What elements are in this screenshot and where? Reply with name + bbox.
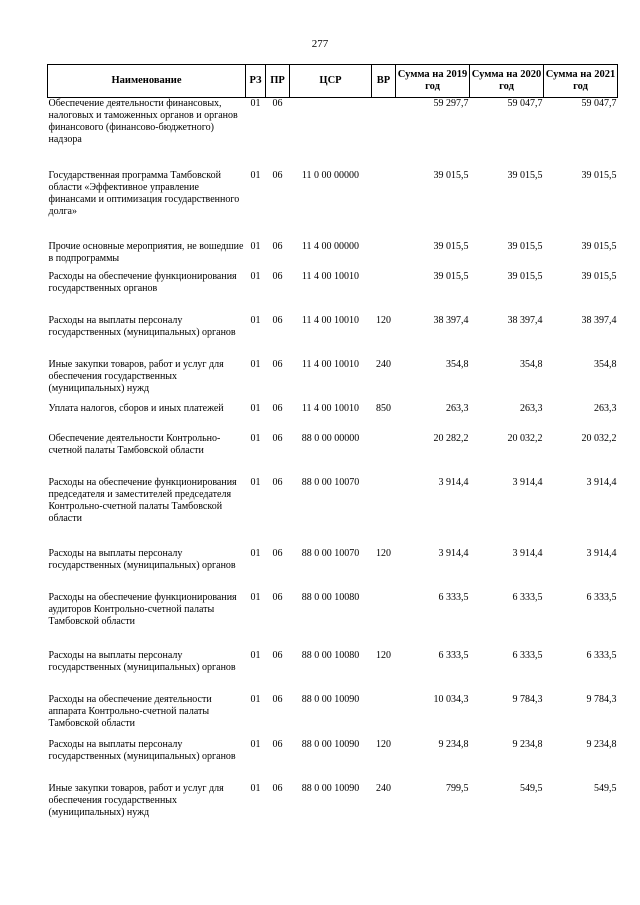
table-row [48, 548, 618, 592]
row-vr [372, 98, 396, 170]
row-rz: 01 [250, 693, 261, 705]
row-name: Расходы на выплаты персоналу государственных (муниципальных) органов [48, 649, 236, 673]
row-name: Расходы на выплаты персоналу государственных (муниципальных) органов [48, 738, 236, 762]
row-sum-2020: 354,8 [520, 358, 543, 370]
row-pr: 06 [272, 693, 283, 705]
row-vr [372, 170, 396, 241]
row-name: Обеспечение деятельности финансовых, налоговых и таможенных органов и органов финансового (финансово-бюджетного) надзора [48, 98, 238, 145]
row-name: Расходы на обеспечение функционирования аудиторов Контрольно-счетной палаты Тамбовской области [48, 591, 237, 627]
row-csr: 88 0 00 10090 [301, 738, 360, 750]
table-row [48, 315, 618, 359]
row-name: Уплата налогов, сборов и иных платежей [48, 402, 224, 414]
row-csr: 88 0 00 10080 [301, 591, 360, 603]
row-name: Расходы на выплаты персоналу государственных (муниципальных) органов [48, 314, 236, 338]
row-sum-2020: 9 234,8 [512, 738, 543, 750]
row-sum-2021: 38 397,4 [581, 314, 617, 326]
row-rz: 01 [250, 314, 261, 326]
row-sum-2019: 3 914,4 [438, 547, 469, 559]
row-sum-2019: 6 333,5 [438, 649, 469, 661]
row-name: Расходы на выплаты персоналу государственных (муниципальных) органов [48, 547, 236, 571]
table-row [48, 359, 618, 403]
row-vr [372, 271, 396, 315]
row-sum-2020: 20 032,2 [507, 432, 543, 444]
row-sum-2019: 10 034,3 [433, 693, 469, 705]
table-row [48, 433, 618, 477]
header-vr: ВР [372, 65, 396, 98]
row-pr: 06 [272, 782, 283, 794]
row-sum-2020: 549,5 [520, 782, 543, 794]
table-row [48, 477, 618, 548]
row-sum-2021: 6 333,5 [586, 649, 617, 661]
row-rz: 01 [250, 738, 261, 750]
table-row [48, 783, 618, 827]
row-sum-2019: 354,8 [446, 358, 469, 370]
row-vr [372, 694, 396, 739]
row-rz: 01 [250, 782, 261, 794]
table-row [48, 694, 618, 739]
row-name: Расходы на обеспечение функционирования председателя и заместителей председателя Контрольно-счетной палаты Тамбовской области [48, 476, 237, 524]
row-rz: 01 [250, 476, 261, 488]
row-name: Расходы на обеспечение функционирования государственных органов [48, 270, 237, 294]
row-pr: 06 [272, 270, 283, 282]
row-pr: 06 [272, 476, 283, 488]
row-pr: 06 [272, 314, 283, 326]
row-sum-2019: 38 397,4 [433, 314, 469, 326]
row-sum-2021: 39 015,5 [581, 270, 617, 282]
row-sum-2021: 59 047,7 [581, 98, 617, 109]
row-sum-2020: 6 333,5 [512, 591, 543, 603]
row-pr: 06 [272, 240, 283, 252]
row-sum-2021: 3 914,4 [586, 547, 617, 559]
row-csr: 11 4 00 10010 [301, 314, 360, 326]
row-name: Иные закупки товаров, работ и услуг для обеспечения государственных (муниципальных) нужд [48, 358, 224, 394]
header-sum-2021: Сумма на 2021 год [544, 65, 618, 98]
row-pr: 06 [272, 169, 283, 181]
row-pr: 06 [272, 738, 283, 750]
row-csr: 11 4 00 10010 [301, 358, 360, 370]
row-pr: 06 [272, 98, 283, 109]
page-number: 277 [311, 38, 329, 50]
row-vr [372, 433, 396, 477]
row-vr [372, 241, 396, 271]
row-rz: 01 [250, 591, 261, 603]
row-name: Иные закупки товаров, работ и услуг для обеспечения государственных (муниципальных) нужд [48, 782, 224, 818]
table-row [48, 403, 618, 433]
row-sum-2019: 9 234,8 [438, 738, 469, 750]
row-name: Прочие основные мероприятия, не вошедшие в подпрограммы [48, 240, 244, 264]
row-vr: 120 [376, 547, 391, 559]
row-sum-2019: 263,3 [446, 402, 469, 414]
row-sum-2021: 20 032,2 [581, 432, 617, 444]
row-pr: 06 [272, 649, 283, 661]
row-csr: 88 0 00 10090 [301, 782, 360, 794]
row-sum-2019: 39 015,5 [433, 240, 469, 252]
row-name: Расходы на обеспечение деятельности аппарата Контрольно-счетной палаты Тамбовской области [48, 693, 212, 729]
row-vr: 120 [376, 738, 391, 750]
row-csr: 88 0 00 10070 [301, 476, 360, 488]
table-row [48, 98, 618, 170]
header-rz: РЗ [246, 65, 266, 98]
row-sum-2021: 6 333,5 [586, 591, 617, 603]
row-sum-2020: 263,3 [520, 402, 543, 414]
row-rz: 01 [250, 98, 261, 109]
row-vr: 120 [376, 649, 391, 661]
row-sum-2020: 38 397,4 [507, 314, 543, 326]
row-rz: 01 [250, 432, 261, 444]
header-name: Наименование [48, 65, 246, 98]
row-rz: 01 [250, 547, 261, 559]
table-row [48, 170, 618, 241]
row-name: Обеспечение деятельности Контрольно-счетной палаты Тамбовской области [48, 432, 221, 456]
row-sum-2020: 39 015,5 [507, 240, 543, 252]
table-row [48, 241, 618, 271]
row-csr: 11 4 00 10010 [301, 270, 360, 282]
header-pr: ПР [266, 65, 290, 98]
table-row [48, 739, 618, 783]
row-csr: 88 0 00 00000 [301, 432, 360, 444]
table-row [48, 592, 618, 650]
row-sum-2021: 39 015,5 [581, 240, 617, 252]
budget-table [47, 64, 618, 827]
row-vr: 120 [376, 314, 391, 326]
row-sum-2019: 39 015,5 [433, 169, 469, 181]
table-header-row [48, 65, 618, 98]
row-sum-2020: 3 914,4 [512, 547, 543, 559]
row-rz: 01 [250, 402, 261, 414]
header-sum-2019: Сумма на 2019 год [396, 65, 470, 98]
row-sum-2021: 39 015,5 [581, 169, 617, 181]
row-sum-2020: 6 333,5 [512, 649, 543, 661]
row-sum-2019: 799,5 [446, 782, 469, 794]
row-name: Государственная программа Тамбовской области «Эффективное управление финансами и оптимизация государственного долга» [48, 169, 240, 217]
row-rz: 01 [250, 358, 261, 370]
row-sum-2019: 59 297,7 [433, 98, 469, 109]
row-vr: 240 [376, 358, 391, 370]
row-sum-2019: 3 914,4 [438, 476, 469, 488]
row-pr: 06 [272, 402, 283, 414]
row-sum-2020: 39 015,5 [507, 169, 543, 181]
row-vr [372, 477, 396, 548]
header-csr: ЦСР [290, 65, 372, 98]
row-sum-2021: 263,3 [594, 402, 617, 414]
row-rz: 01 [250, 649, 261, 661]
row-csr: 88 0 00 10070 [301, 547, 360, 559]
row-sum-2020: 3 914,4 [512, 476, 543, 488]
row-sum-2020: 59 047,7 [507, 98, 543, 109]
row-csr: 11 0 00 00000 [301, 169, 360, 181]
row-vr [372, 592, 396, 650]
row-pr: 06 [272, 591, 283, 603]
row-vr: 850 [376, 402, 391, 414]
row-csr [290, 98, 372, 170]
row-pr: 06 [272, 547, 283, 559]
row-sum-2021: 3 914,4 [586, 476, 617, 488]
row-csr: 11 4 00 10010 [301, 402, 360, 414]
table-row [48, 271, 618, 315]
row-rz: 01 [250, 169, 261, 181]
table-row [48, 650, 618, 694]
header-sum-2020: Сумма на 2020 год [470, 65, 544, 98]
row-sum-2020: 9 784,3 [512, 693, 543, 705]
row-vr: 240 [376, 782, 391, 794]
row-sum-2019: 6 333,5 [438, 591, 469, 603]
row-pr: 06 [272, 358, 283, 370]
row-rz: 01 [250, 270, 261, 282]
row-sum-2021: 9 234,8 [586, 738, 617, 750]
row-sum-2019: 20 282,2 [433, 432, 469, 444]
row-sum-2021: 354,8 [594, 358, 617, 370]
row-csr: 88 0 00 10080 [301, 649, 360, 661]
row-sum-2021: 549,5 [594, 782, 617, 794]
row-sum-2021: 9 784,3 [586, 693, 617, 705]
row-csr: 11 4 00 00000 [301, 240, 360, 252]
row-pr: 06 [272, 432, 283, 444]
row-sum-2019: 39 015,5 [433, 270, 469, 282]
row-sum-2020: 39 015,5 [507, 270, 543, 282]
row-rz: 01 [250, 240, 261, 252]
row-csr: 88 0 00 10090 [301, 693, 360, 705]
